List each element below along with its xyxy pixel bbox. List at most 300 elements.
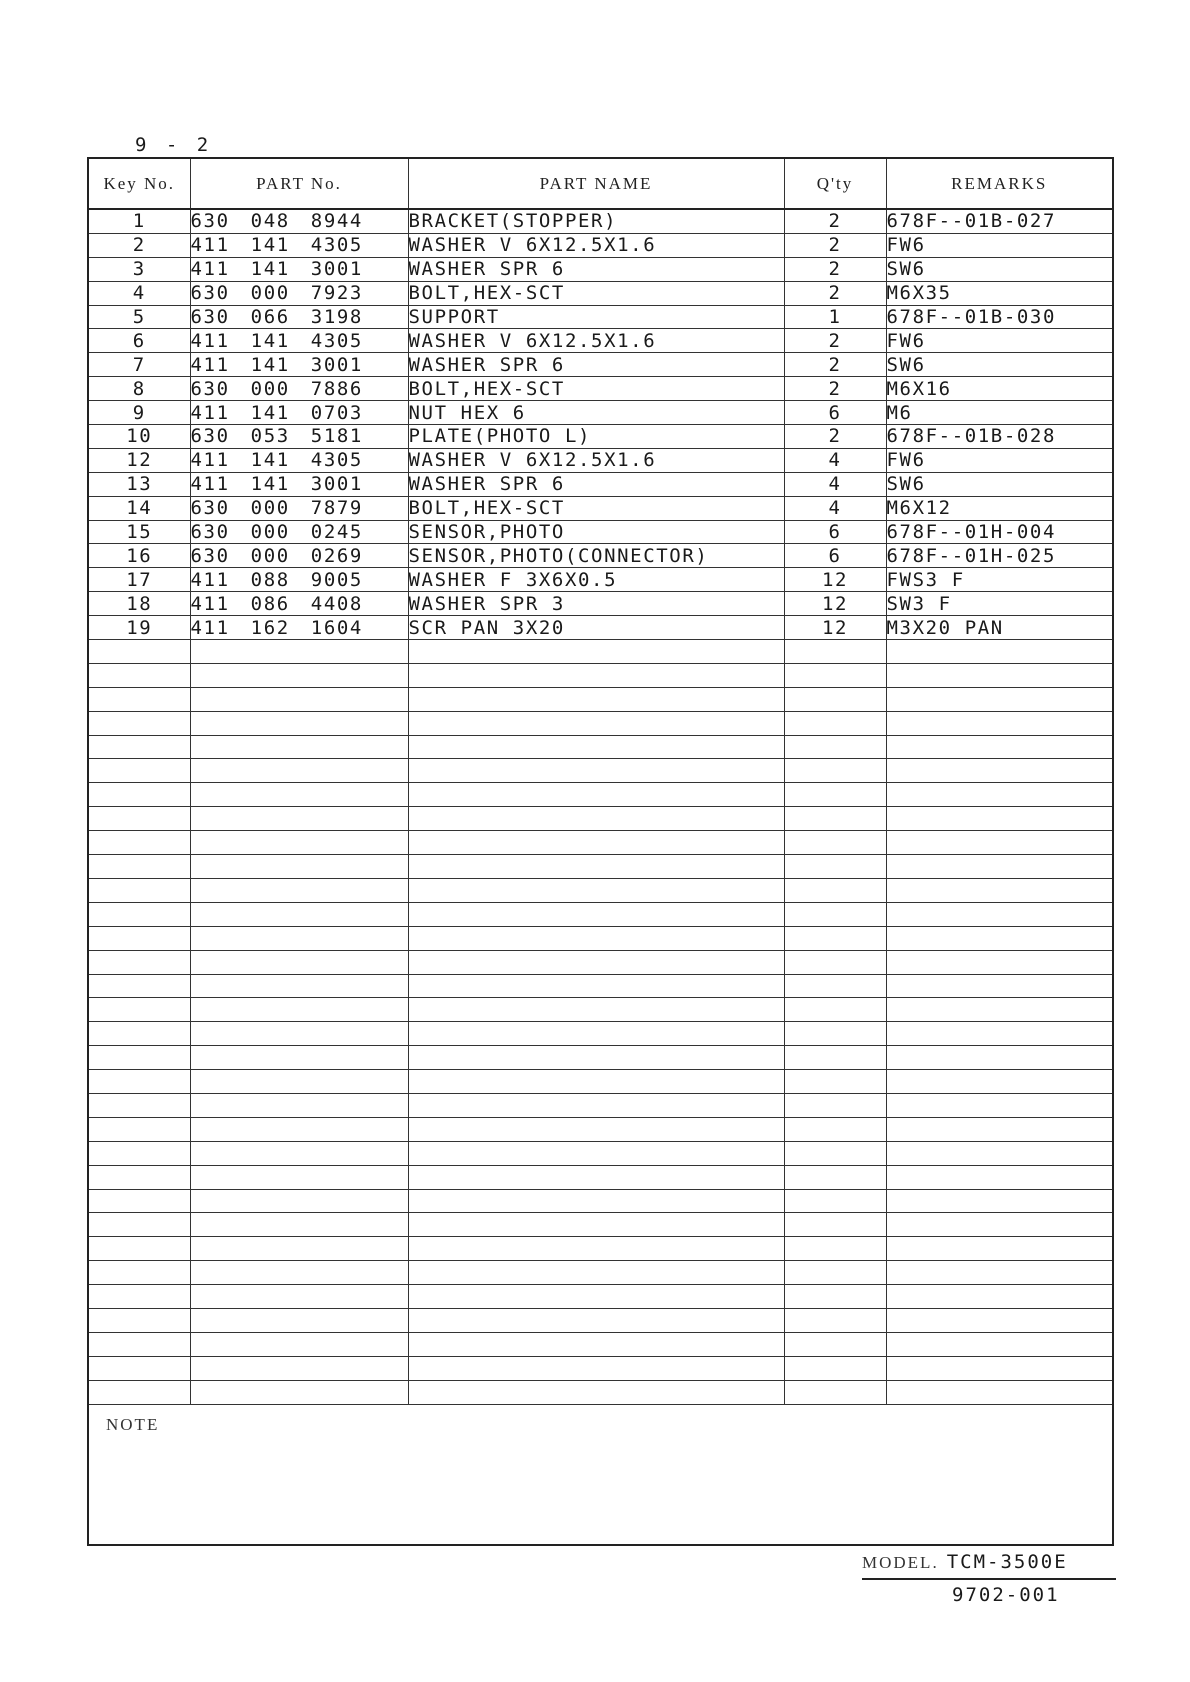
- key-no-cell: 8: [89, 377, 190, 401]
- part-no-cell: 411 088 9005: [190, 568, 408, 592]
- part-name-cell: [408, 998, 784, 1022]
- remarks-cell: [886, 687, 1112, 711]
- part-name-cell: [408, 735, 784, 759]
- remarks-cell: [886, 663, 1112, 687]
- part-name-cell: WASHER F 3X6X0.5: [408, 568, 784, 592]
- part-name-cell: SENSOR,PHOTO(CONNECTOR): [408, 544, 784, 568]
- empty-table-row: [89, 1285, 1112, 1309]
- key-no-cell: 17: [89, 568, 190, 592]
- part-no-cell: [190, 1189, 408, 1213]
- key-no-cell: [89, 1308, 190, 1332]
- remarks-cell: [886, 974, 1112, 998]
- part-name-cell: [408, 711, 784, 735]
- remarks-cell: 678F--01B-027: [886, 209, 1112, 233]
- part-name-cell: WASHER SPR 6: [408, 353, 784, 377]
- part-no-cell: 630 053 5181: [190, 425, 408, 449]
- key-no-cell: 9: [89, 401, 190, 425]
- remarks-cell: [886, 855, 1112, 879]
- part-name-cell: [408, 663, 784, 687]
- part-no-cell: [190, 926, 408, 950]
- remarks-cell: [886, 926, 1112, 950]
- key-no-cell: [89, 974, 190, 998]
- header-part-name: PART NAME: [408, 159, 784, 209]
- part-no-cell: [190, 998, 408, 1022]
- empty-table-row: [89, 1141, 1112, 1165]
- part-name-cell: [408, 1165, 784, 1189]
- header-key-no: Key No.: [89, 159, 190, 209]
- remarks-cell: [886, 1022, 1112, 1046]
- remarks-cell: [886, 1213, 1112, 1237]
- part-no-cell: 630 000 7886: [190, 377, 408, 401]
- key-no-cell: 19: [89, 616, 190, 640]
- key-no-cell: [89, 1285, 190, 1309]
- qty-cell: [784, 974, 886, 998]
- table-row: [89, 472, 1112, 496]
- part-name-cell: WASHER V 6X12.5X1.6: [408, 329, 784, 353]
- qty-cell: 6: [784, 520, 886, 544]
- part-name-cell: [408, 950, 784, 974]
- part-name-cell: [408, 1308, 784, 1332]
- qty-cell: [784, 759, 886, 783]
- part-name-cell: [408, 1093, 784, 1117]
- key-no-cell: [89, 1117, 190, 1141]
- key-no-cell: [89, 1261, 190, 1285]
- part-no-cell: 411 141 4305: [190, 448, 408, 472]
- part-no-cell: 411 141 4305: [190, 233, 408, 257]
- remarks-cell: SW6: [886, 257, 1112, 281]
- key-no-cell: 18: [89, 592, 190, 616]
- part-no-cell: [190, 1213, 408, 1237]
- key-no-cell: 2: [89, 233, 190, 257]
- part-no-cell: [190, 735, 408, 759]
- part-no-cell: [190, 974, 408, 998]
- part-name-cell: SCR PAN 3X20: [408, 616, 784, 640]
- remarks-cell: 678F--01B-028: [886, 425, 1112, 449]
- empty-table-row: [89, 783, 1112, 807]
- qty-cell: [784, 1380, 886, 1404]
- part-no-cell: 630 066 3198: [190, 305, 408, 329]
- part-no-cell: [190, 1380, 408, 1404]
- remarks-cell: [886, 1308, 1112, 1332]
- empty-table-row: [89, 1022, 1112, 1046]
- key-no-cell: [89, 831, 190, 855]
- empty-table-row: [89, 926, 1112, 950]
- remarks-cell: [886, 902, 1112, 926]
- qty-cell: 4: [784, 472, 886, 496]
- part-name-cell: [408, 1141, 784, 1165]
- qty-cell: [784, 663, 886, 687]
- header-part-no: PART No.: [190, 159, 408, 209]
- qty-cell: [784, 998, 886, 1022]
- part-no-cell: [190, 807, 408, 831]
- key-no-cell: [89, 926, 190, 950]
- remarks-cell: [886, 807, 1112, 831]
- part-no-cell: [190, 1356, 408, 1380]
- part-name-cell: WASHER V 6X12.5X1.6: [408, 448, 784, 472]
- key-no-cell: 4: [89, 281, 190, 305]
- remarks-cell: FW6: [886, 448, 1112, 472]
- table-row: [89, 425, 1112, 449]
- qty-cell: [784, 831, 886, 855]
- key-no-cell: 15: [89, 520, 190, 544]
- part-no-cell: [190, 1046, 408, 1070]
- part-name-cell: BOLT,HEX-SCT: [408, 281, 784, 305]
- part-name-cell: WASHER SPR 3: [408, 592, 784, 616]
- qty-cell: 6: [784, 401, 886, 425]
- part-name-cell: [408, 1189, 784, 1213]
- remarks-cell: [886, 878, 1112, 902]
- remarks-cell: [886, 1093, 1112, 1117]
- key-no-cell: [89, 1213, 190, 1237]
- key-no-cell: [89, 759, 190, 783]
- key-no-cell: 16: [89, 544, 190, 568]
- key-no-cell: [89, 687, 190, 711]
- part-name-cell: [408, 1285, 784, 1309]
- part-name-cell: [408, 687, 784, 711]
- table-row: [89, 448, 1112, 472]
- qty-cell: [784, 1332, 886, 1356]
- part-no-cell: 630 000 7923: [190, 281, 408, 305]
- remarks-cell: [886, 998, 1112, 1022]
- qty-cell: [784, 1117, 886, 1141]
- empty-table-row: [89, 1165, 1112, 1189]
- note-area: [89, 1405, 1112, 1545]
- part-name-cell: [408, 878, 784, 902]
- table-row: [89, 257, 1112, 281]
- part-no-cell: [190, 855, 408, 879]
- part-no-cell: [190, 1117, 408, 1141]
- remarks-cell: M6X16: [886, 377, 1112, 401]
- key-no-cell: 12: [89, 448, 190, 472]
- part-no-cell: [190, 1141, 408, 1165]
- remarks-cell: 678F--01B-030: [886, 305, 1112, 329]
- qty-cell: [784, 1093, 886, 1117]
- remarks-cell: [886, 831, 1112, 855]
- part-no-cell: [190, 711, 408, 735]
- table-row: [89, 616, 1112, 640]
- part-no-cell: [190, 783, 408, 807]
- empty-table-row: [89, 663, 1112, 687]
- part-no-cell: [190, 1332, 408, 1356]
- note-label: NOTE: [106, 1414, 160, 1434]
- remarks-cell: [886, 1117, 1112, 1141]
- part-name-cell: [408, 1117, 784, 1141]
- table-row: [89, 520, 1112, 544]
- key-no-cell: [89, 1070, 190, 1094]
- remarks-cell: M6X35: [886, 281, 1112, 305]
- part-no-cell: [190, 950, 408, 974]
- qty-cell: 2: [784, 377, 886, 401]
- key-no-cell: [89, 1380, 190, 1404]
- part-name-cell: BRACKET(STOPPER): [408, 209, 784, 233]
- qty-cell: [784, 640, 886, 664]
- qty-cell: 2: [784, 329, 886, 353]
- part-name-cell: BOLT,HEX-SCT: [408, 496, 784, 520]
- remarks-cell: [886, 1070, 1112, 1094]
- qty-cell: 2: [784, 209, 886, 233]
- part-name-cell: [408, 1070, 784, 1094]
- part-no-cell: [190, 640, 408, 664]
- qty-cell: 2: [784, 353, 886, 377]
- remarks-cell: 678F--01H-025: [886, 544, 1112, 568]
- qty-cell: 2: [784, 425, 886, 449]
- key-no-cell: 13: [89, 472, 190, 496]
- qty-cell: [784, 1237, 886, 1261]
- key-no-cell: [89, 735, 190, 759]
- key-no-cell: [89, 1141, 190, 1165]
- qty-cell: 6: [784, 544, 886, 568]
- part-no-cell: [190, 831, 408, 855]
- remarks-cell: [886, 735, 1112, 759]
- remarks-cell: [886, 1189, 1112, 1213]
- qty-cell: [784, 1261, 886, 1285]
- qty-cell: 12: [784, 592, 886, 616]
- key-no-cell: [89, 783, 190, 807]
- qty-cell: [784, 1285, 886, 1309]
- remarks-cell: [886, 1380, 1112, 1404]
- qty-cell: [784, 1308, 886, 1332]
- remarks-cell: [886, 1237, 1112, 1261]
- part-no-cell: [190, 1237, 408, 1261]
- qty-cell: [784, 807, 886, 831]
- remarks-cell: SW6: [886, 472, 1112, 496]
- part-no-cell: 411 141 3001: [190, 353, 408, 377]
- empty-table-row: [89, 1117, 1112, 1141]
- part-name-cell: PLATE(PHOTO L): [408, 425, 784, 449]
- qty-cell: [784, 687, 886, 711]
- qty-cell: [784, 1046, 886, 1070]
- qty-cell: [784, 1213, 886, 1237]
- key-no-cell: [89, 1046, 190, 1070]
- remarks-cell: [886, 759, 1112, 783]
- remarks-cell: [886, 711, 1112, 735]
- part-name-cell: [408, 902, 784, 926]
- table-row: [89, 568, 1112, 592]
- key-no-cell: 1: [89, 209, 190, 233]
- empty-table-row: [89, 1308, 1112, 1332]
- part-no-cell: [190, 1165, 408, 1189]
- table-row: [89, 496, 1112, 520]
- part-no-cell: 630 000 0245: [190, 520, 408, 544]
- remarks-cell: FWS3 F: [886, 568, 1112, 592]
- model-footer: [862, 1551, 1116, 1580]
- table-row: [89, 401, 1112, 425]
- remarks-cell: SW6: [886, 353, 1112, 377]
- remarks-cell: [886, 1141, 1112, 1165]
- header-remarks: REMARKS: [886, 159, 1112, 209]
- qty-cell: [784, 1189, 886, 1213]
- part-no-cell: [190, 1285, 408, 1309]
- model-value: TCM-3500E: [946, 1551, 1068, 1573]
- table-row: [89, 329, 1112, 353]
- part-name-cell: [408, 640, 784, 664]
- qty-cell: 2: [784, 257, 886, 281]
- empty-table-row: [89, 1356, 1112, 1380]
- key-no-cell: [89, 998, 190, 1022]
- qty-cell: [784, 902, 886, 926]
- key-no-cell: 7: [89, 353, 190, 377]
- key-no-cell: [89, 1356, 190, 1380]
- qty-cell: [784, 855, 886, 879]
- part-name-cell: WASHER SPR 6: [408, 257, 784, 281]
- key-no-cell: [89, 1189, 190, 1213]
- part-no-cell: 411 141 4305: [190, 329, 408, 353]
- qty-cell: [784, 950, 886, 974]
- empty-table-row: [89, 687, 1112, 711]
- remarks-cell: [886, 1165, 1112, 1189]
- empty-table-row: [89, 1093, 1112, 1117]
- model-label: MODEL.: [862, 1553, 939, 1572]
- key-no-cell: 3: [89, 257, 190, 281]
- empty-table-row: [89, 1237, 1112, 1261]
- part-name-cell: [408, 1237, 784, 1261]
- empty-table-row: [89, 855, 1112, 879]
- part-name-cell: BOLT,HEX-SCT: [408, 377, 784, 401]
- part-name-cell: [408, 1213, 784, 1237]
- qty-cell: [784, 1022, 886, 1046]
- qty-cell: 4: [784, 496, 886, 520]
- part-name-cell: [408, 1332, 784, 1356]
- part-name-cell: [408, 783, 784, 807]
- key-no-cell: [89, 1332, 190, 1356]
- qty-cell: 12: [784, 568, 886, 592]
- remarks-cell: [886, 640, 1112, 664]
- qty-cell: [784, 783, 886, 807]
- part-name-cell: [408, 974, 784, 998]
- part-no-cell: [190, 1093, 408, 1117]
- key-no-cell: [89, 640, 190, 664]
- table-row: [89, 305, 1112, 329]
- empty-table-row: [89, 1380, 1112, 1404]
- empty-table-row: [89, 1213, 1112, 1237]
- empty-table-row: [89, 1261, 1112, 1285]
- remarks-cell: [886, 1261, 1112, 1285]
- qty-cell: [784, 1141, 886, 1165]
- part-no-cell: 411 086 4408: [190, 592, 408, 616]
- part-no-cell: 630 048 8944: [190, 209, 408, 233]
- table-header-row: [89, 159, 1112, 209]
- part-name-cell: [408, 1046, 784, 1070]
- part-no-cell: [190, 902, 408, 926]
- empty-table-row: [89, 1046, 1112, 1070]
- empty-table-row: [89, 807, 1112, 831]
- remarks-cell: M3X20 PAN: [886, 616, 1112, 640]
- empty-table-row: [89, 759, 1112, 783]
- qty-cell: [784, 926, 886, 950]
- part-no-cell: [190, 1070, 408, 1094]
- key-no-cell: [89, 1022, 190, 1046]
- part-no-cell: 411 141 0703: [190, 401, 408, 425]
- table-row: [89, 209, 1112, 233]
- empty-table-row: [89, 950, 1112, 974]
- remarks-cell: M6X12: [886, 496, 1112, 520]
- qty-cell: 2: [784, 233, 886, 257]
- part-no-cell: 630 000 7879: [190, 496, 408, 520]
- part-name-cell: SENSOR,PHOTO: [408, 520, 784, 544]
- qty-cell: [784, 878, 886, 902]
- remarks-cell: [886, 1356, 1112, 1380]
- key-no-cell: 5: [89, 305, 190, 329]
- part-no-cell: [190, 878, 408, 902]
- part-no-cell: [190, 1261, 408, 1285]
- key-no-cell: [89, 1237, 190, 1261]
- empty-table-row: [89, 1189, 1112, 1213]
- qty-cell: 2: [784, 281, 886, 305]
- empty-table-row: [89, 735, 1112, 759]
- key-no-cell: [89, 711, 190, 735]
- table-row: [89, 233, 1112, 257]
- header-qty: Q'ty: [784, 159, 886, 209]
- empty-table-row: [89, 1070, 1112, 1094]
- part-name-cell: [408, 926, 784, 950]
- remarks-cell: FW6: [886, 329, 1112, 353]
- empty-table-row: [89, 878, 1112, 902]
- empty-table-row: [89, 1332, 1112, 1356]
- key-no-cell: [89, 855, 190, 879]
- key-no-cell: 6: [89, 329, 190, 353]
- remarks-cell: 678F--01H-004: [886, 520, 1112, 544]
- part-no-cell: [190, 1022, 408, 1046]
- qty-cell: [784, 1165, 886, 1189]
- key-no-cell: [89, 1165, 190, 1189]
- empty-table-row: [89, 902, 1112, 926]
- empty-table-row: [89, 998, 1112, 1022]
- table-row: [89, 353, 1112, 377]
- table-row: [89, 281, 1112, 305]
- part-name-cell: [408, 831, 784, 855]
- key-no-cell: 14: [89, 496, 190, 520]
- parts-table-body: [89, 209, 1112, 1404]
- table-row: [89, 377, 1112, 401]
- key-no-cell: [89, 902, 190, 926]
- part-no-cell: [190, 687, 408, 711]
- remarks-cell: FW6: [886, 233, 1112, 257]
- parts-list-sheet: [87, 157, 1114, 1546]
- remarks-cell: [886, 950, 1112, 974]
- parts-table: [89, 159, 1112, 1405]
- part-name-cell: [408, 1022, 784, 1046]
- key-no-cell: [89, 663, 190, 687]
- part-name-cell: [408, 807, 784, 831]
- part-no-cell: 411 141 3001: [190, 472, 408, 496]
- part-no-cell: 411 162 1604: [190, 616, 408, 640]
- table-row: [89, 592, 1112, 616]
- part-name-cell: [408, 759, 784, 783]
- remarks-cell: [886, 1332, 1112, 1356]
- remarks-cell: [886, 783, 1112, 807]
- qty-cell: 1: [784, 305, 886, 329]
- qty-cell: [784, 1356, 886, 1380]
- page-number: 9 - 2: [135, 134, 213, 156]
- part-name-cell: [408, 1356, 784, 1380]
- part-no-cell: 630 000 0269: [190, 544, 408, 568]
- qty-cell: [784, 1070, 886, 1094]
- part-name-cell: SUPPORT: [408, 305, 784, 329]
- qty-cell: 4: [784, 448, 886, 472]
- document-code: 9702-001: [952, 1584, 1060, 1606]
- qty-cell: [784, 711, 886, 735]
- qty-cell: [784, 735, 886, 759]
- part-no-cell: [190, 1308, 408, 1332]
- empty-table-row: [89, 640, 1112, 664]
- qty-cell: 12: [784, 616, 886, 640]
- part-name-cell: [408, 855, 784, 879]
- table-row: [89, 544, 1112, 568]
- empty-table-row: [89, 974, 1112, 998]
- part-no-cell: 411 141 3001: [190, 257, 408, 281]
- part-no-cell: [190, 663, 408, 687]
- key-no-cell: [89, 950, 190, 974]
